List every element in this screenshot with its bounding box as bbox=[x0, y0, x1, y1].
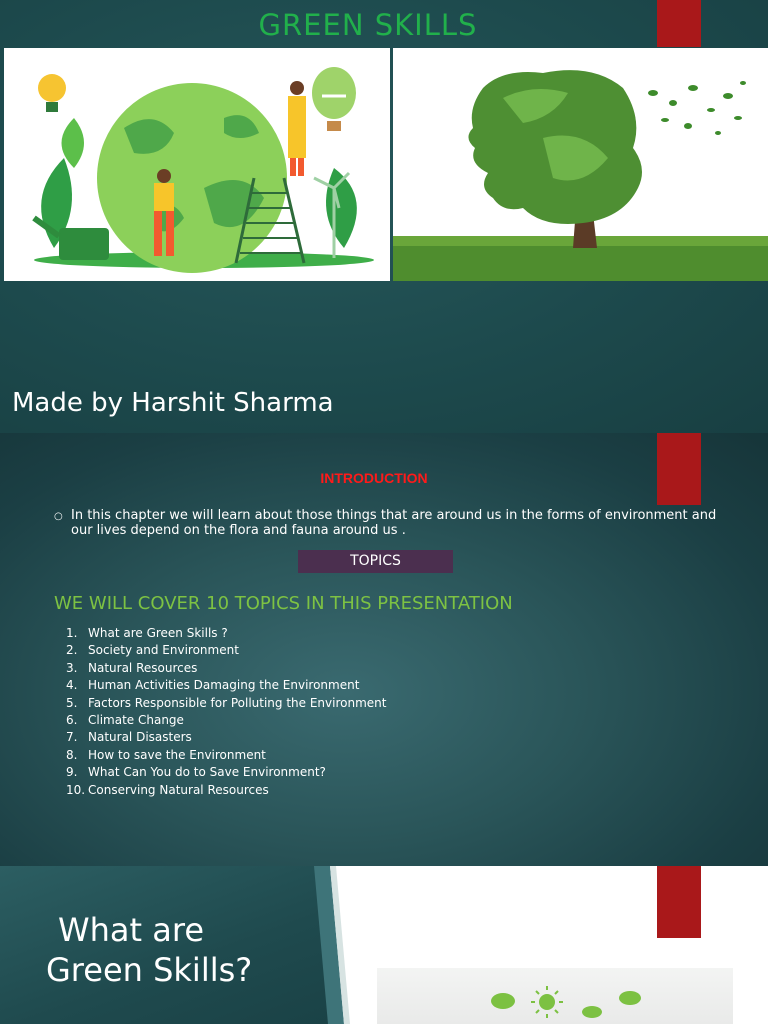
list-item bbox=[66, 747, 386, 764]
list-item-text: Conserving Natural Resources bbox=[88, 782, 269, 797]
list-item-number: 7. bbox=[66, 730, 78, 745]
list-item-number: 5. bbox=[66, 695, 78, 710]
list-item-number: 4. bbox=[66, 678, 78, 693]
slide-heading bbox=[46, 910, 252, 990]
list-item-text: Natural Disasters bbox=[88, 730, 192, 745]
cover-topics-heading: WE WILL COVER 10 TOPICS IN THIS PRESENTATION bbox=[54, 593, 513, 614]
topics-button[interactable]: TOPICS bbox=[298, 550, 453, 573]
list-item bbox=[66, 642, 386, 659]
slide-title bbox=[0, 0, 768, 433]
list-item bbox=[66, 782, 386, 799]
list-item-number: 8. bbox=[66, 747, 78, 762]
intro-bullet bbox=[54, 508, 734, 538]
list-item-text: Factors Responsible for Polluting the Environment bbox=[88, 695, 387, 710]
list-item bbox=[66, 660, 386, 677]
topics-list bbox=[66, 625, 386, 799]
list-item bbox=[66, 729, 386, 746]
list-item-text: Climate Change bbox=[88, 712, 184, 727]
list-item-number: 1. bbox=[66, 626, 78, 640]
slide-what-are-green-skills bbox=[0, 866, 768, 1024]
slide-heading-line1: What are bbox=[58, 911, 204, 949]
decorative-stripe bbox=[300, 866, 360, 1024]
list-item-text: Natural Resources bbox=[88, 660, 198, 675]
list-item bbox=[66, 764, 386, 781]
list-item-number: 10. bbox=[66, 782, 86, 797]
list-item bbox=[66, 625, 386, 642]
list-item bbox=[66, 677, 386, 694]
list-item-number: 6. bbox=[66, 712, 78, 727]
list-item-text: How to save the Environment bbox=[88, 747, 266, 762]
list-item-text: Society and Environment bbox=[88, 643, 239, 658]
eco-icons-illustration bbox=[377, 968, 733, 1024]
tree-head-illustration bbox=[393, 48, 768, 281]
list-item-number: 3. bbox=[66, 660, 78, 675]
list-item-text: Human Activities Damaging the Environment bbox=[88, 678, 360, 693]
accent-tab bbox=[657, 433, 701, 505]
list-item-number: 9. bbox=[66, 765, 78, 780]
slide-heading-line2: Green Skills? bbox=[46, 951, 253, 989]
author-credit: Made by Harshit Sharma bbox=[12, 388, 334, 418]
slide-title-text: GREEN SKILLS bbox=[258, 8, 478, 42]
list-item-text: What are Green Skills ? bbox=[88, 626, 228, 640]
list-item bbox=[66, 695, 386, 712]
list-item-text: What Can You do to Save Environment? bbox=[88, 765, 326, 780]
list-item bbox=[66, 712, 386, 729]
intro-bullet-text: In this chapter we will learn about those things that are around us in the forms of environment and our lives depend on the flora and fauna around us . bbox=[71, 508, 717, 538]
introduction-heading: INTRODUCTION bbox=[320, 470, 428, 486]
list-item-number: 2. bbox=[66, 643, 78, 658]
bullet-circle-icon: ○ bbox=[54, 511, 63, 522]
slide-introduction bbox=[0, 433, 768, 866]
earth-gardening-illustration bbox=[4, 48, 390, 281]
accent-tab bbox=[657, 866, 701, 938]
